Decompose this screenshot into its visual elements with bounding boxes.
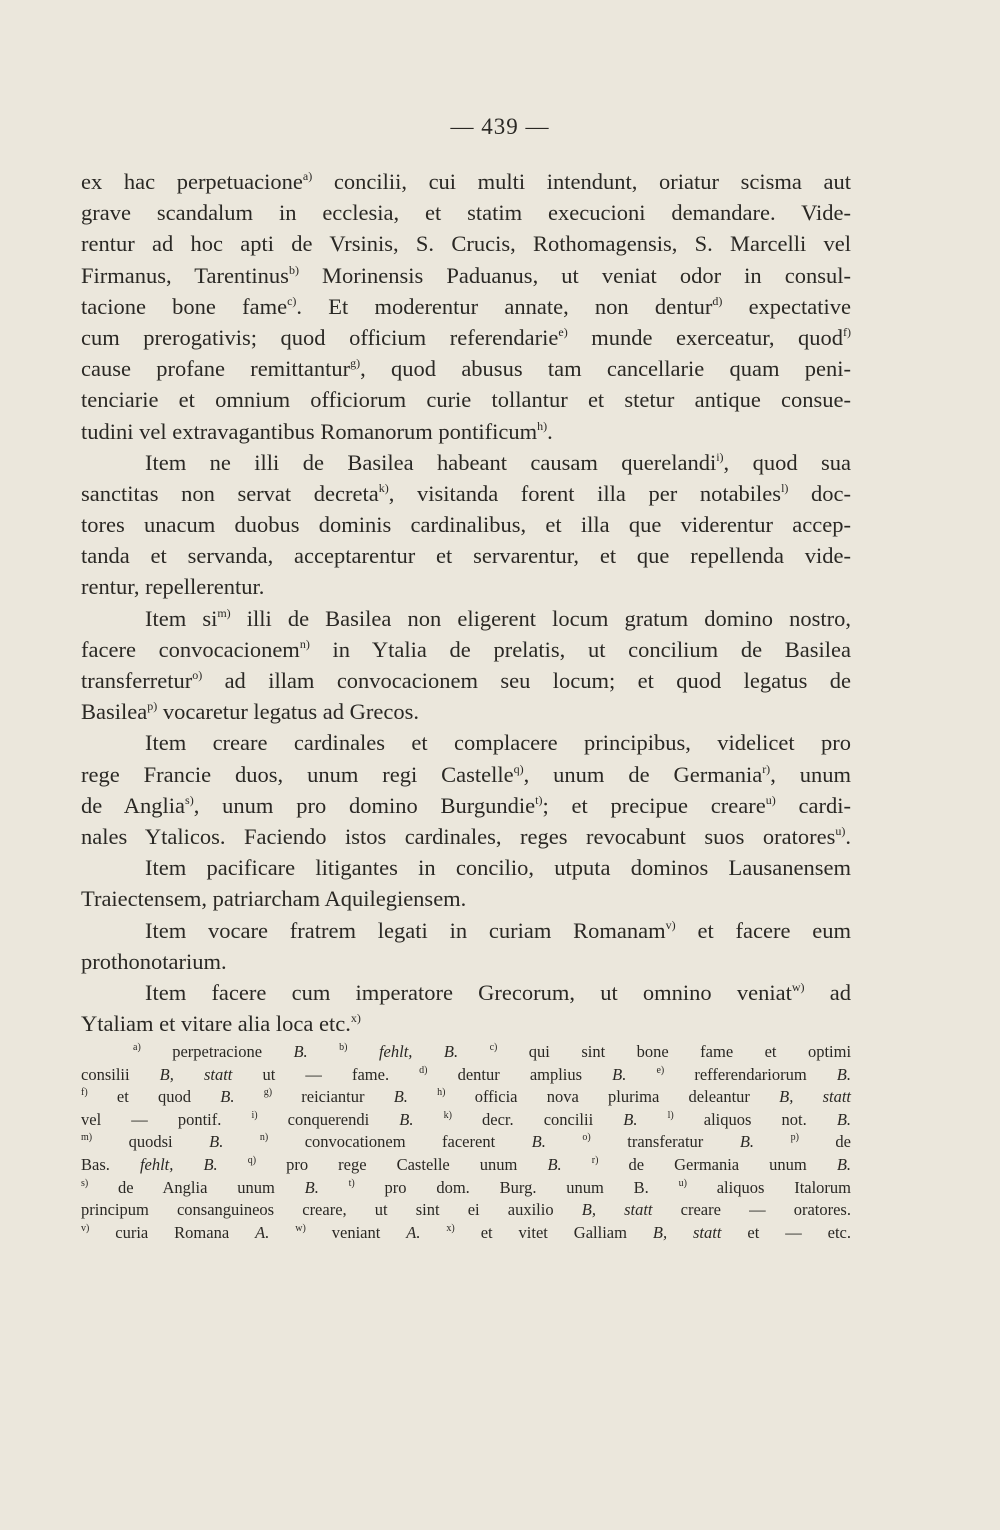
text-run [637,1110,667,1129]
text-run [413,1110,443,1129]
text-line [81,603,851,634]
text-line [81,946,851,977]
text-run: pro dom. Burg. unum B. [354,1177,679,1197]
footnote-marker: e) [558,324,568,339]
footnote-marker: p) [147,699,158,714]
text-run: tanda et servanda, acceptarentur et servarentur, et que repellenda vide- [81,543,851,569]
italic-text: B. [399,1109,414,1129]
text-run: Firmanus, Tarentinus [81,262,289,288]
footnote-marker: r) [591,1154,599,1166]
main-text [81,166,851,1039]
text-run [562,1155,592,1174]
italic-text: fehlt, B. [378,1042,459,1061]
text-line [81,197,851,228]
text-run: et — etc. [721,1222,851,1242]
footnote-marker: m) [217,605,231,620]
text-run: Item pacificare litigantes in concilio, utputa dominos Lausanensem [145,855,851,881]
text-run: . [845,823,851,849]
italic-text: B. [739,1132,755,1152]
italic-text: B, statt [581,1200,653,1220]
text-run [223,1132,260,1151]
italic-text: B. [836,1109,852,1129]
text-line [81,915,851,946]
text-run: , quod sua [723,449,851,475]
text-run [420,1223,446,1242]
text-line [81,790,851,821]
text-line [81,883,851,914]
italic-text: B, statt [159,1064,233,1084]
italic-text: B. [836,1064,852,1084]
footnote-marker: a) [302,169,313,183]
text-line [81,634,851,665]
footnote-marker: n) [299,636,310,651]
italic-text: B. [623,1109,638,1129]
text-run: dentur amplius [427,1064,613,1084]
text-run: ad illam convocacionem seu locum; et quod legatus de [202,668,851,693]
footnote-marker: t) [535,792,543,807]
text-run: Item creare cardinales et complacere principibus, videlicet pro [145,730,851,756]
footnote-marker: c) [489,1042,498,1053]
text-run: de Anglia [81,792,186,818]
text-run: principum consanguineos creare, ut sint ei auxilio [81,1200,582,1220]
italic-text: B. [836,1154,852,1174]
text-run: rege Francie duos, unum regi Castelle [81,761,514,787]
text-run: ; et precipue creare [542,792,766,818]
text-run: curia Romana [89,1222,256,1242]
text-line [81,571,851,602]
footnote-marker: f) [843,324,851,339]
italic-text: B. [612,1064,627,1084]
text-run: reiciantur [272,1087,394,1107]
text-run: Morinensis Paduanus, ut veniat odor in consul- [298,262,851,288]
text-line [81,509,851,540]
text-line [81,416,851,447]
footnote-marker: h) [437,1087,446,1099]
footnote-marker: u) [835,823,846,838]
footnote-marker: b) [288,262,299,277]
italic-text: B, statt [779,1087,851,1107]
text-run: doc- [788,480,851,506]
footnote-marker: a) [133,1042,141,1053]
text-run: consilii [81,1064,160,1084]
footnote-marker: d) [419,1064,428,1076]
footnote-marker: i) [716,449,724,464]
text-run: de [798,1132,851,1152]
text-line [81,228,851,259]
italic-text: A. [406,1222,421,1242]
footnote-marker: v) [665,917,676,932]
text-run: Item vocare fratrem legati in curiam Romanam [145,917,666,943]
text-run: et vitet Galliam [454,1222,653,1242]
text-run [269,1223,295,1242]
footnote-marker: k) [443,1109,452,1121]
text-run [308,1042,339,1061]
text-run: in Ytalia de prelatis, ut concilium de Basilea [309,636,851,662]
text-run: vocaretur legatus ad Grecos. [157,699,419,725]
footnote-marker: g) [350,356,361,371]
page-number: — 439 — [450,114,550,139]
footnote-marker: r) [762,761,771,776]
footnote-marker: n) [259,1132,269,1144]
text-run: et quod [87,1087,221,1107]
footnote-marker: o) [582,1132,591,1144]
text-run: tenciarie et omnium officiorum curie tollantur et stetur antique consue- [81,387,851,413]
footnote-line [81,1064,851,1087]
text-run: aliquos not. [673,1109,837,1129]
footnote-marker: s) [81,1177,89,1189]
text-line [81,727,851,758]
text-line [81,291,851,322]
text-run: officia nova plurima deleantur [445,1087,780,1107]
text-run: cum prerogativis; quod officium referendarie [81,324,559,350]
text-run: refferendariorum [664,1064,837,1084]
text-run [408,1087,437,1106]
text-line [81,540,851,571]
text-run: Item si [145,605,218,631]
text-run: prothonotarium. [81,948,227,974]
text-run [626,1065,656,1084]
footnote-line [81,1199,851,1222]
footnote-marker: g) [263,1087,273,1099]
text-run: grave scandalum in ecclesia, et statim execucioni demandare. Vide- [81,200,851,226]
italic-text: B. [547,1154,562,1174]
italic-text: B. [304,1177,319,1197]
text-run: pro rege Castelle unum [256,1154,548,1174]
text-run: ut — fame. [232,1064,420,1084]
text-run: aliquos Italorum [686,1177,852,1197]
text-run: Ytaliam et vitare alia loca etc. [81,1011,351,1037]
text-run: creare — oratores. [652,1200,851,1220]
text-run: , visitanda forent illa per notabiles [388,480,782,506]
footnote-marker: k) [378,480,389,495]
footnote-line [81,1041,851,1064]
text-run: tacione bone fame [81,293,288,319]
text-run: et facere eum [675,917,851,943]
footnote-marker: i) [251,1109,258,1121]
italic-text: A. [255,1222,270,1242]
footnote-marker: x) [350,1011,361,1026]
text-run: . Et moderentur annate, non dentur [296,293,713,319]
text-run: facere convocacionem [81,636,300,662]
text-run: de Germania unum [598,1154,837,1174]
italic-text: B. [220,1087,235,1107]
text-line [81,384,851,415]
text-run: de Anglia unum [88,1177,305,1197]
footnotes [81,1041,851,1244]
footnote-marker: q) [247,1154,257,1166]
text-line [81,665,851,696]
text-run: Bas. [81,1154,140,1174]
text-line [81,447,851,478]
footnote-marker: b) [339,1042,348,1053]
footnote-marker: u) [765,792,776,807]
footnote-marker: p) [790,1132,799,1144]
footnote-line [81,1131,851,1154]
footnote-marker: w) [791,979,805,994]
footnote-marker: u) [678,1177,687,1189]
text-run: convocationem facerent [268,1132,532,1152]
text-run: munde exerceatur, quod [567,324,843,350]
text-run [218,1155,248,1174]
text-run: perpetracione [140,1042,294,1061]
text-run [458,1042,489,1061]
text-line [81,322,851,353]
text-run: Item ne illi de Basilea habeant causam querelandi [145,449,717,475]
footnote-marker: s) [185,792,194,807]
text-run [348,1042,379,1061]
text-run: transferatur [590,1132,740,1152]
text-line [81,478,851,509]
text-line [81,977,851,1008]
text-run: sanctitas non servat decreta [81,480,379,506]
text-run: veniant [305,1222,407,1242]
footnote-line [81,1086,851,1109]
footnote-marker: f) [81,1087,88,1099]
text-run: . [547,418,553,444]
footnote-marker: v) [81,1222,90,1234]
text-run: , unum [770,761,851,787]
text-run: ad [804,979,851,1005]
italic-text: fehlt, B. [139,1154,218,1174]
footnote-marker: c) [287,293,297,308]
italic-text: B. [393,1087,408,1107]
footnote-line [81,1222,851,1245]
footnote-marker: m) [81,1132,93,1144]
text-run: Traiectensem, patriarcham Aquilegiensem. [81,886,467,912]
text-run: nales Ytalicos. Faciendo istos cardinales, reges revocabunt suos oratores [81,823,836,849]
text-line [81,852,851,883]
text-run: rentur ad hoc apti de Vrsinis, S. Crucis, Rothomagensis, S. Marcelli vel [81,231,851,257]
text-run: decr. concilii [451,1109,624,1129]
footnote-marker: e) [656,1064,665,1076]
text-run [319,1178,349,1197]
footnote-marker: l) [781,480,789,495]
italic-text: B, statt [652,1222,722,1242]
footnote-marker: w) [295,1222,306,1234]
footnote-marker: t) [348,1177,355,1189]
text-line [81,353,851,384]
text-run: , unum de Germania [523,761,763,787]
footnote-marker: h) [537,418,548,433]
text-run: cardi- [775,792,852,818]
text-run: tudini vel extravagantibus Romanorum pontificum [81,418,538,444]
text-run: vel — pontif. [81,1109,252,1129]
text-run: qui sint bone fame et optimi [497,1042,852,1061]
text-run: illi de Basilea non eligerent locum gratum domino nostro, [230,605,851,631]
footnote-line [81,1177,851,1200]
text-run: transferretur [81,668,193,693]
text-run [546,1132,583,1151]
italic-text: B. [293,1042,308,1061]
footnote-marker: x) [446,1222,455,1234]
footnote-line [81,1109,851,1132]
text-line [81,260,851,291]
text-run: concilii, cui multi intendunt, oriatur scisma aut [312,169,851,194]
text-run: , unum pro domino Burgundie [193,792,536,818]
text-run: conquerendi [257,1109,400,1129]
text-run: Item facere cum imperatore Grecorum, ut omnino veniat [145,979,792,1005]
text-run: rentur, repellerentur. [81,574,265,600]
footnote-line [81,1154,851,1177]
text-run [234,1087,263,1106]
footnote-marker: d) [712,293,723,308]
text-line [81,821,851,852]
footnote-marker: q) [513,761,524,776]
text-line [81,166,851,197]
footnote-marker: l) [667,1109,674,1121]
text-run: , quod abusus tam cancellarie quam peni- [360,356,852,382]
text-run: quodsi [92,1132,210,1152]
text-run: tores unacum duobus dominis cardinalibus, et illa que viderentur accep- [81,512,851,538]
footnote-marker: o) [192,668,203,682]
text-line [81,1008,851,1039]
text-run: Basilea [81,699,148,725]
text-run: ex hac perpetuacione [81,169,303,194]
text-line [81,759,851,790]
text-run: cause profane remittantur [81,356,351,382]
text-run: expectative [722,293,852,319]
italic-text: B. [209,1132,224,1152]
text-run [754,1132,791,1151]
text-line [81,696,851,727]
italic-text: B. [531,1132,546,1152]
